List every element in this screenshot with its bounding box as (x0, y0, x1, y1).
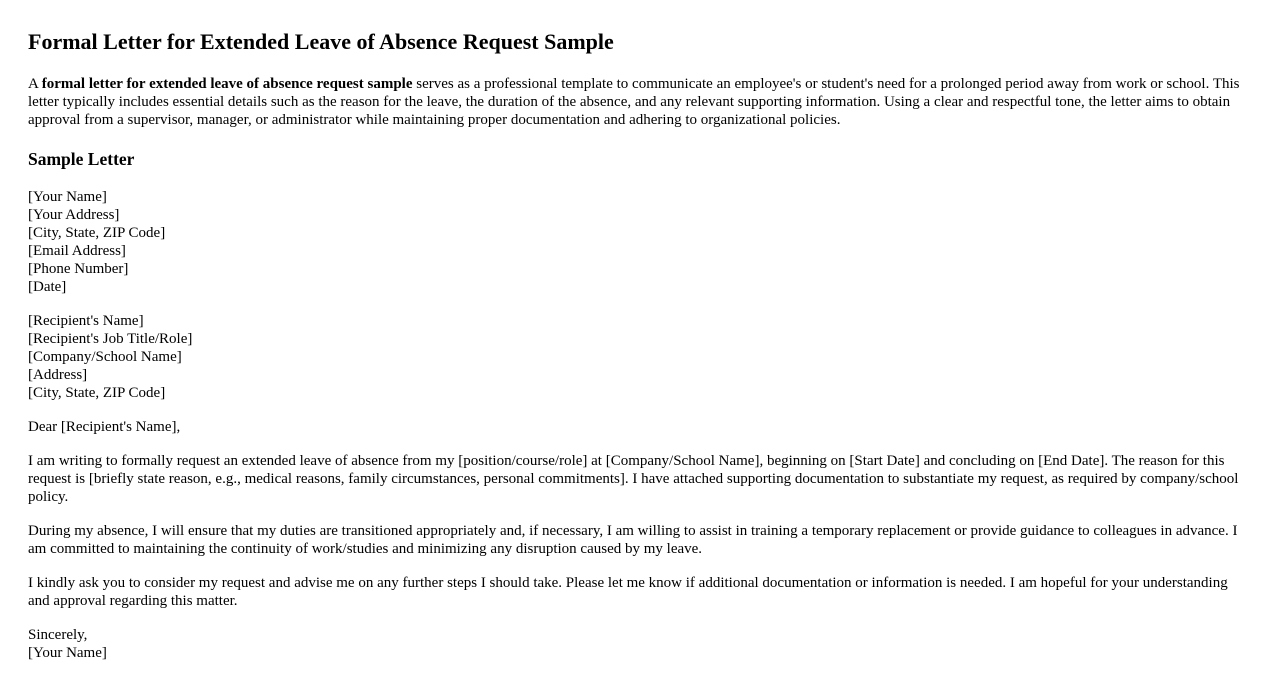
sender-line: [Phone Number] (28, 261, 129, 277)
recipient-line: [Recipient's Job Title/Role] (28, 331, 193, 347)
recipient-address-block (28, 312, 1250, 402)
page-title: Formal Letter for Extended Leave of Absence Request Sample (28, 29, 614, 54)
letter-paragraph: I kindly ask you to consider my request and advise me on any further steps I should take. Please let me know if additional documentation or information is needed. I am hopeful for your understanding and approval regarding this matter. (28, 575, 1228, 609)
closing-block (28, 626, 1250, 662)
closing: Sincerely, (28, 627, 88, 643)
intro-prefix: A (28, 76, 42, 92)
recipient-line: [City, State, ZIP Code] (28, 385, 166, 401)
sender-address-block (28, 188, 1250, 296)
recipient-line: [Company/School Name] (28, 349, 182, 365)
sample-letter-heading: Sample Letter (28, 149, 135, 169)
sender-line: [Your Address] (28, 207, 120, 223)
sender-line: [Your Name] (28, 189, 107, 205)
signature: [Your Name] (28, 645, 107, 661)
sender-line: [Date] (28, 279, 67, 295)
intro-paragraph (28, 75, 1250, 129)
intro-bold-phrase: formal letter for extended leave of absence request sample (41, 76, 413, 92)
letter-paragraph: During my absence, I will ensure that my duties are transitioned appropriately and, if necessary, I am willing to assist in training a temporary replacement or provide guidance to colleagues in advance. I am committed to maintaining the continuity of work/studies and minimizing any disruption caused by my leave. (28, 523, 1238, 557)
intro-rest: serves as a professional template to communicate an employee's or student's need for a prolonged period away from work or school. This letter typically includes essential details such as the reason for the leave, the duration of the absence, and any relevant supporting information. Using a clear and respectful tone, the letter aims to obtain approval from a supervisor, manager, or administrator while maintaining proper documentation and adhering to organizational policies. (28, 76, 1240, 128)
sender-line: [Email Address] (28, 243, 126, 259)
recipient-line: [Recipient's Name] (28, 313, 144, 329)
recipient-line: [Address] (28, 367, 88, 383)
sender-line: [City, State, ZIP Code] (28, 225, 166, 241)
letter-paragraph: I am writing to formally request an extended leave of absence from my [position/course/role] at [Company/School Name], beginning on [Start Date] and concluding on [End Date]. The reason for this request is [briefly state reason, e.g., medical reasons, family circumstances, personal commitments]. I have attached supporting documentation to substantiate my request, as required by company/school policy. (28, 453, 1239, 505)
salutation: Dear [Recipient's Name], (28, 419, 181, 435)
letter-body (28, 188, 1250, 678)
